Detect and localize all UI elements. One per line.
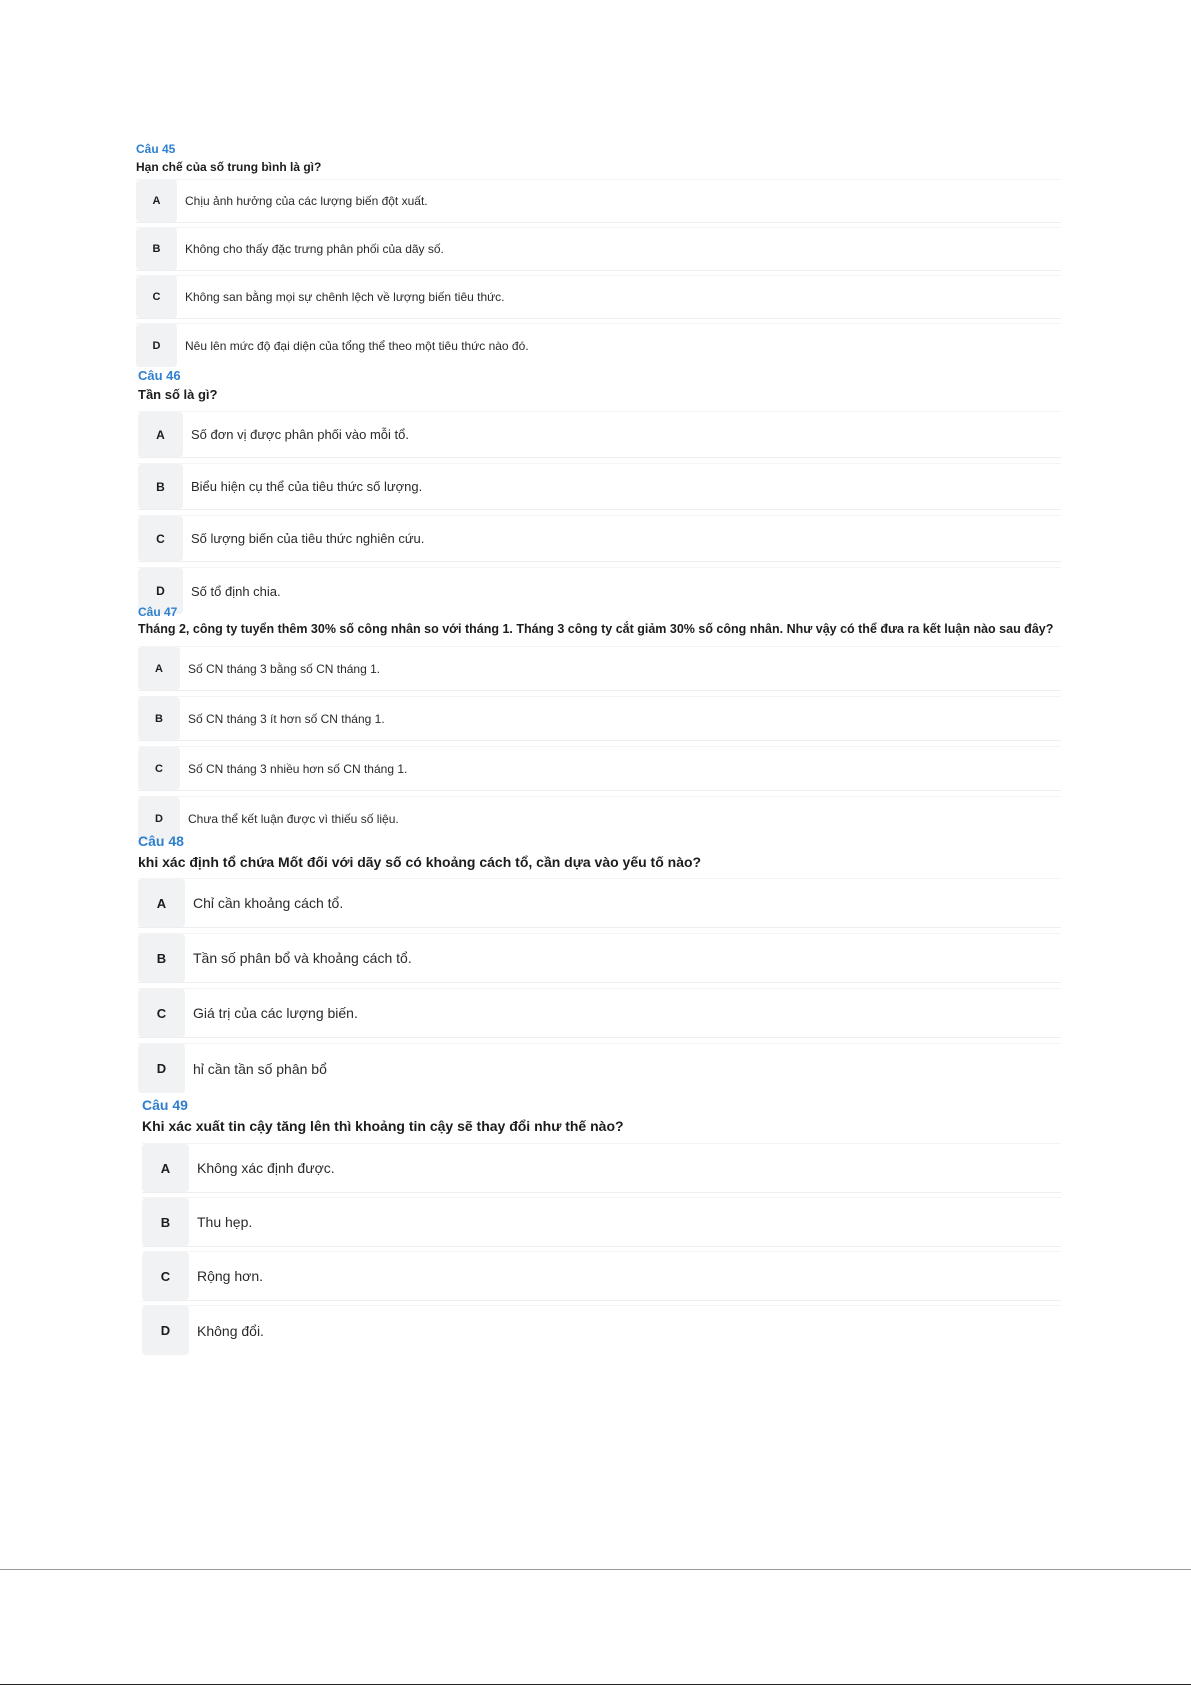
- option-text: Số đơn vị được phân phối vào mỗi tổ.: [191, 427, 409, 442]
- option-text: Tần số phân bổ và khoảng cách tổ.: [193, 950, 412, 966]
- question-46: [138, 367, 1061, 619]
- question-number: Câu 45: [136, 142, 176, 156]
- option-text: hỉ cần tần số phân bổ: [193, 1060, 327, 1077]
- option-a[interactable]: [136, 179, 1061, 223]
- option-b[interactable]: [138, 463, 1061, 510]
- question-text: Tháng 2, công ty tuyển thêm 30% số công nhân so với tháng 1. Tháng 3 công ty cắt giảm 30% số công nhân. Như vậy có thể đưa ra kết luận nào sau đây?: [138, 622, 1054, 636]
- option-b[interactable]: [138, 933, 1061, 983]
- option-text: Không đổi.: [197, 1322, 264, 1339]
- option-letter: A: [136, 180, 177, 222]
- option-letter: B: [136, 228, 177, 270]
- option-text: Giá trị của các lượng biến.: [193, 1005, 358, 1021]
- option-b[interactable]: [136, 227, 1061, 271]
- option-text: Số tổ định chia.: [191, 583, 281, 599]
- option-d[interactable]: [138, 1043, 1061, 1093]
- option-letter: D: [138, 568, 183, 614]
- option-a[interactable]: [138, 646, 1061, 691]
- option-letter: A: [138, 647, 180, 690]
- option-letter: A: [138, 412, 183, 457]
- option-text: Số lượng biến của tiêu thức nghiên cứu.: [191, 531, 425, 546]
- option-text: Biểu hiện cụ thể của tiêu thức số lượng.: [191, 479, 423, 494]
- option-letter: D: [136, 324, 177, 367]
- question-45: [136, 141, 1061, 371]
- option-text: Chỉ cần khoảng cách tổ.: [193, 895, 344, 911]
- question-48: [138, 831, 1061, 1098]
- option-letter: B: [138, 697, 180, 740]
- option-letter: D: [142, 1306, 189, 1355]
- option-letter: D: [138, 797, 180, 841]
- option-d[interactable]: [136, 323, 1061, 367]
- option-letter: A: [142, 1144, 189, 1192]
- option-text: Không san bằng mọi sự chênh lệch về lượng biến tiêu thức.: [185, 290, 505, 304]
- option-a[interactable]: [138, 411, 1061, 458]
- option-c[interactable]: [136, 275, 1061, 319]
- option-c[interactable]: [138, 515, 1061, 562]
- option-letter: C: [138, 989, 185, 1037]
- option-text: Rộng hơn.: [197, 1268, 264, 1284]
- option-text: Nêu lên mức độ đại diện của tổng thể theo một tiêu thức nào đó.: [185, 338, 529, 353]
- option-text: Số CN tháng 3 nhiều hơn số CN tháng 1.: [188, 761, 408, 776]
- question-number: Câu 46: [138, 368, 181, 383]
- question-number: Câu 49: [142, 1097, 188, 1113]
- question-text: Hạn chế của số trung bình là gì?: [136, 160, 322, 174]
- option-text: Không cho thấy đặc trưng phân phối của dãy số.: [185, 242, 444, 256]
- footer-divider: [0, 1569, 1191, 1570]
- option-letter: C: [142, 1252, 189, 1300]
- question-47: [138, 604, 1061, 846]
- option-letter: C: [136, 276, 177, 318]
- question-49: [142, 1095, 1061, 1359]
- option-c[interactable]: [138, 988, 1061, 1038]
- option-letter: A: [138, 879, 185, 927]
- option-letter: B: [138, 464, 183, 509]
- question-text: Tần số là gì?: [138, 387, 218, 402]
- option-text: Thu hẹp.: [197, 1214, 253, 1230]
- option-c[interactable]: [138, 746, 1061, 791]
- option-c[interactable]: [142, 1251, 1061, 1301]
- option-letter: D: [138, 1044, 185, 1093]
- option-text: Chưa thể kết luận được vì thiếu số liệu.: [188, 812, 399, 826]
- question-number: Câu 48: [138, 833, 184, 849]
- option-a[interactable]: [138, 878, 1061, 928]
- option-b[interactable]: [142, 1197, 1061, 1247]
- question-text: Khi xác xuất tin cậy tăng lên thì khoảng tin cậy sẽ thay đổi như thế nào?: [142, 1118, 624, 1134]
- option-text: Chịu ảnh hưởng của các lượng biến đột xuất.: [185, 194, 428, 208]
- option-text: Không xác định được.: [197, 1160, 335, 1176]
- option-a[interactable]: [142, 1143, 1061, 1193]
- option-b[interactable]: [138, 696, 1061, 741]
- option-letter: B: [142, 1198, 189, 1246]
- option-letter: C: [138, 516, 183, 561]
- option-text: Số CN tháng 3 bằng số CN tháng 1.: [188, 661, 381, 676]
- question-number: Câu 47: [138, 605, 178, 619]
- option-letter: B: [138, 934, 185, 982]
- option-text: Số CN tháng 3 ít hơn số CN tháng 1.: [188, 711, 385, 726]
- question-text: khi xác định tổ chứa Mốt đối với dãy số có khoảng cách tổ, cần dựa vào yếu tố nào?: [138, 854, 702, 870]
- option-d[interactable]: [142, 1305, 1061, 1355]
- option-letter: C: [138, 747, 180, 790]
